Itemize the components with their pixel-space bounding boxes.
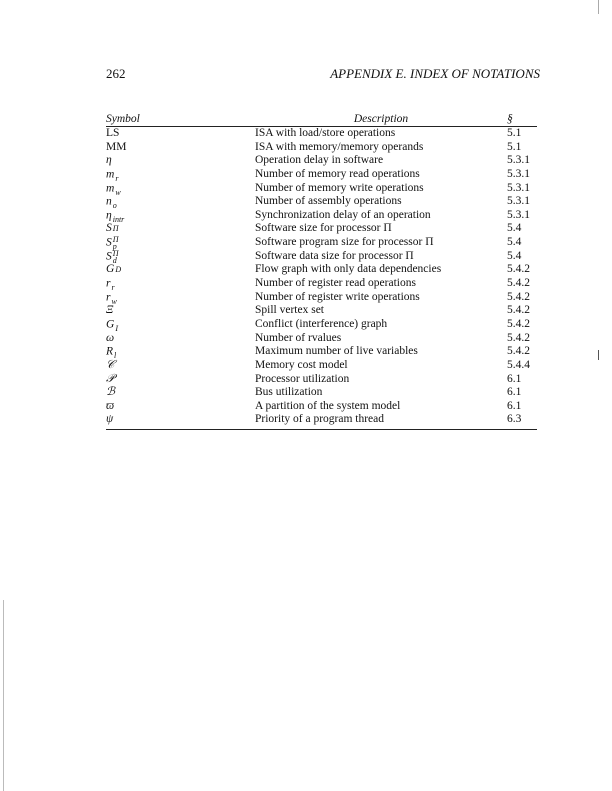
description-cell: Number of register read operations <box>255 277 416 290</box>
table-row <box>106 154 537 168</box>
table-body <box>106 127 537 427</box>
description-cell: Number of register write operations <box>255 290 420 303</box>
description-cell: Operation delay in software <box>255 154 384 167</box>
symbol: ψ <box>106 413 114 426</box>
symbol: Ξ <box>106 304 114 317</box>
symbol: ϖ <box>106 399 115 412</box>
symbol-cell <box>106 277 255 291</box>
section-cell: 5.4.4 <box>507 358 530 371</box>
symbol-cell <box>106 345 255 359</box>
symbol-cell <box>106 154 255 168</box>
symbol-cell <box>106 250 255 264</box>
symbol: R <box>106 345 114 358</box>
symbol: η <box>106 209 112 222</box>
section-cell: 5.3.1 <box>507 167 530 180</box>
subscript: w <box>111 296 117 306</box>
section-cell: 5.4.2 <box>507 304 530 317</box>
symbol-cell <box>106 195 255 209</box>
table-row <box>106 209 537 223</box>
description-cell: Priority of a program thread <box>255 413 385 426</box>
description-cell: Memory cost model <box>255 358 348 371</box>
description-cell: A partition of the system model <box>255 399 401 412</box>
column-header-description: Description <box>353 113 409 125</box>
symbol-cell <box>106 413 255 427</box>
symbol-cell <box>106 263 255 277</box>
symbol: r <box>106 291 111 304</box>
description-cell: Number of memory write operations <box>255 181 424 194</box>
symbol: G <box>106 318 115 331</box>
description-cell: Software program size for processor Π <box>255 236 434 249</box>
subscript: o <box>112 201 117 211</box>
column-header-section: § <box>507 113 513 125</box>
table-row <box>106 222 537 236</box>
description-cell: Maximum number of live variables <box>255 345 418 358</box>
description-cell: Number of memory read operations <box>255 167 420 180</box>
section-cell: 5.4 <box>507 236 522 249</box>
symbol: η <box>106 154 112 167</box>
section-cell: 5.4.2 <box>507 290 530 303</box>
section-cell: 6.1 <box>507 399 522 412</box>
superscript: D <box>115 265 122 275</box>
table-row <box>106 400 537 414</box>
table-row <box>106 277 537 291</box>
table-row <box>106 413 537 427</box>
symbol-cell <box>106 304 255 318</box>
symbol-cell <box>106 127 255 141</box>
description-cell: Bus utilization <box>255 386 323 399</box>
column-header-symbol: Symbol <box>106 113 140 125</box>
section-cell: 6.3 <box>507 413 522 426</box>
table-row <box>106 386 537 400</box>
description-cell: Flow graph with only data dependencies <box>255 263 442 276</box>
symbol: G <box>106 263 115 276</box>
table-row <box>106 141 537 155</box>
description-cell: ISA with load/store operations <box>255 127 396 139</box>
symbol: S <box>106 236 112 249</box>
symbol-cell <box>106 359 255 373</box>
subscript: I <box>115 323 118 333</box>
symbol-cell <box>106 236 255 250</box>
symbol: S <box>106 250 112 263</box>
table-row <box>106 318 537 332</box>
section-cell: 5.4.2 <box>507 331 530 344</box>
symbol-cell <box>106 141 255 155</box>
page-number: 262 <box>106 66 126 81</box>
table-row <box>106 345 537 359</box>
symbol-cell <box>106 386 255 400</box>
subscript: d <box>112 255 117 265</box>
description-cell: Spill vertex set <box>255 304 324 317</box>
section-cell: 5.1 <box>507 140 522 153</box>
section-cell: 5.4.2 <box>507 345 530 358</box>
symbol: ℬ <box>106 386 116 399</box>
section-cell: 6.1 <box>507 386 522 399</box>
section-cell: 5.3.1 <box>507 181 530 194</box>
section-cell: 5.1 <box>507 127 522 139</box>
section-cell: 5.4 <box>507 222 522 235</box>
table-row <box>106 182 537 196</box>
section-cell: 5.4 <box>507 249 522 262</box>
section-cell: 5.4.2 <box>507 277 530 290</box>
superscript: Π <box>112 235 119 245</box>
symbol: 𝒞 <box>106 358 115 371</box>
symbol-cell <box>106 168 255 182</box>
scan-edge <box>3 600 4 791</box>
symbol-cell <box>106 373 255 387</box>
table-row <box>106 127 537 141</box>
description-cell: Processor utilization <box>255 372 350 385</box>
symbol-cell <box>106 222 255 236</box>
table-header <box>106 112 537 127</box>
table-bottom-rule <box>106 429 537 430</box>
table-row <box>106 291 537 305</box>
table-row <box>106 304 537 318</box>
table-row <box>106 250 537 264</box>
running-title: APPENDIX E. INDEX OF NOTATIONS <box>330 66 540 81</box>
section-cell: 5.3.1 <box>507 154 530 167</box>
table-row <box>106 359 537 373</box>
scan-edge-top <box>598 0 599 14</box>
table-row <box>106 373 537 387</box>
symbol: m <box>106 182 115 195</box>
description-cell: Conflict (interference) graph <box>255 317 388 330</box>
subscript: r <box>111 283 115 293</box>
symbol-cell <box>106 400 255 414</box>
section-cell: 5.4.2 <box>507 263 530 276</box>
subscript: p <box>112 242 117 252</box>
symbol: 𝒫 <box>106 372 115 385</box>
description-cell: Synchronization delay of an operation <box>255 208 431 221</box>
symbol: m <box>106 168 115 181</box>
superscript: Π <box>112 248 119 258</box>
symbol: S <box>106 222 112 235</box>
description-cell: Number of rvalues <box>255 331 342 344</box>
symbol: n <box>106 195 112 208</box>
table-row <box>106 332 537 346</box>
table-row <box>106 195 537 209</box>
section-cell: 5.3.1 <box>507 195 530 208</box>
table-row <box>106 236 537 250</box>
symbol-cell <box>106 209 255 223</box>
table-row <box>106 263 537 277</box>
description-cell: Number of assembly operations <box>255 195 402 208</box>
subscript: intr <box>112 214 125 224</box>
description-cell: Software size for processor Π <box>255 222 392 235</box>
scan-mark <box>598 350 599 360</box>
symbol-cell <box>106 291 255 305</box>
symbol-cell <box>106 332 255 346</box>
symbol: ω <box>106 331 115 344</box>
symbol: r <box>106 277 111 290</box>
symbol-cell <box>106 182 255 196</box>
symbol: MM <box>106 140 127 153</box>
subscript: w <box>115 187 121 197</box>
section-cell: 5.4.2 <box>507 317 530 330</box>
notation-table <box>106 112 537 430</box>
section-cell: 5.3.1 <box>507 208 530 221</box>
description-cell: Software data size for processor Π <box>255 249 414 262</box>
superscript: Π <box>112 224 119 234</box>
subscript: r <box>115 173 119 183</box>
subscript: l <box>114 351 117 361</box>
symbol-cell <box>106 318 255 332</box>
symbol: LS <box>106 127 120 139</box>
section-cell: 6.1 <box>507 372 522 385</box>
description-cell: ISA with memory/memory operands <box>255 140 424 153</box>
table-row <box>106 168 537 182</box>
